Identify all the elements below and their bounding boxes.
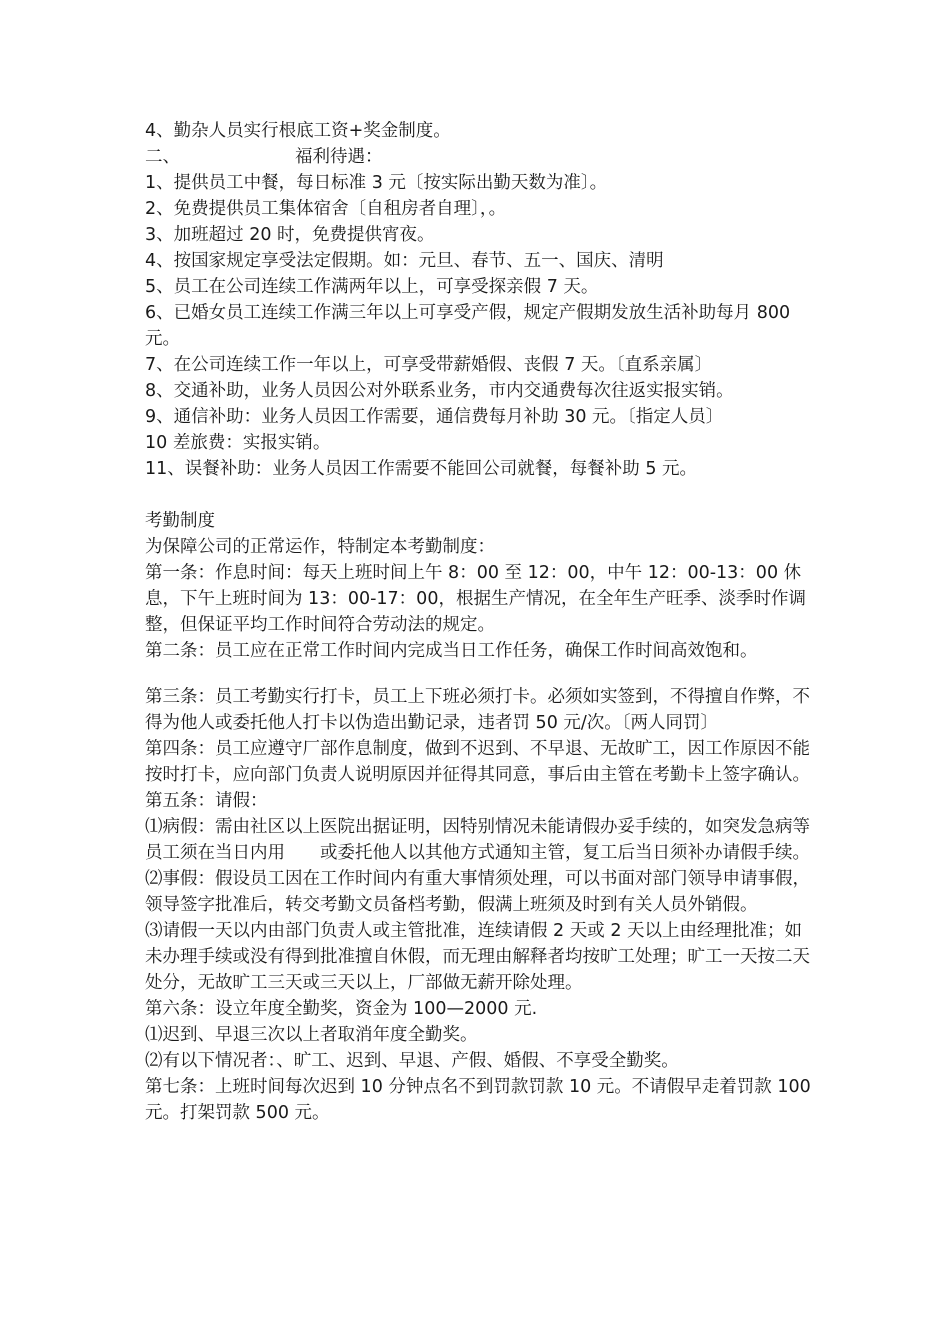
blank-line [145,664,815,684]
benefit-item-4: 4、按国家规定享受法定假期。如：元旦、春节、五一、国庆、清明 [145,251,664,271]
attendance-intro: 为保障公司的正常运作，特制定本考勤制度： [145,537,495,557]
wage-item-4: 4、勤杂人员实行根底工资+奖金制度。 [145,121,451,141]
leave-item-1: ⑴病假：需由社区以上医院出据证明，因特别情况未能请假办妥手续的，如突发急病等员工须在当日内用 或委托他人以其他方式通知主管，复工后当日须补办请假手续。 [145,817,810,863]
section-number: 二、 [145,147,180,167]
article-4: 第四条：员工应遵守厂部作息制度，做到不迟到、不早退、无故旷工，因工作原因不能按时打卡，应向部门负责人说明原因并征得其同意，事后由主管在考勤卡上签字确认。 [145,739,810,785]
leave-item-3: ⑶请假一天以内由部门负责人或主管批准，连续请假 2 天或 2 天以上由经理批准；如未办理手续或没有得到批准擅自休假，而无理由解释者均按旷工处理；旷工一天按二天处分，无故旷工三天或三天以上，厂部做无薪开除处理。 [145,921,810,993]
article-7: 第七条：上班时间每次迟到 10 分钟点名不到罚款罚款 10 元。不请假早走着罚款 100 元。打架罚款 500 元。 [145,1077,811,1123]
benefit-item-1: 1、提供员工中餐，每日标准 3 元〔按实际出勤天数为准〕。 [145,173,608,193]
attendance-title: 考勤制度 [145,511,215,531]
section-heading [145,144,815,170]
benefit-item-5: 5、员工在公司连续工作满两年以上，可享受探亲假 7 天。 [145,277,599,297]
award-item-1: ⑴迟到、早退三次以上者取消年度全勤奖。 [145,1025,478,1045]
blank-line [145,482,815,508]
article-6: 第六条：设立年度全勤奖，资金为 100—2000 元. [145,999,538,1019]
benefit-item-3: 3、加班超过 20 时，免费提供宵夜。 [145,225,435,245]
benefit-item-2: 2、免费提供员工集体宿舍〔自租房者自理〕，。 [145,199,507,219]
article-5: 第五条：请假： [145,791,268,811]
article-1: 第一条：作息时间：每天上班时间上午 8：00 至 12：00，中午 12：00-13：00 休息，下午上班时间为 13：00-17：00，根据生产情况，在全年生产旺季、淡季时作调整，但保证平均工作时间符合劳动法的规定。 [145,563,806,635]
award-item-2: ⑵有以下情况者：、旷工、迟到、早退、产假、婚假、不享受全勤奖。 [145,1051,679,1071]
benefit-item-6: 6、已婚女员工连续工作满三年以上可享受产假，规定产假期发放生活补助每月 800 元。 [145,303,791,349]
benefit-item-11: 11、误餐补助：业务人员因工作需要不能回公司就餐，每餐补助 5 元。 [145,459,698,479]
benefit-item-9: 9、通信补助：业务人员因工作需要，通信费每月补助 30 元。〔指定人员〕 [145,407,724,427]
document-page [145,118,815,1126]
article-3: 第三条：员工考勤实行打卡，员工上下班必须打卡。必须如实签到，不得擅自作弊，不得为他人或委托他人打卡以伪造出勤记录，违者罚 50 元/次。〔两人同罚〕 [145,687,810,733]
leave-item-2: ⑵事假：假设员工因在工作时间内有重大事情须处理，可以书面对部门领导申请事假，领导签字批准后，转交考勤文员备档考勤，假满上班须及时到有关人员外销假。 [145,869,810,915]
section-title: 福利待遇： [295,147,383,167]
benefit-item-7: 7、在公司连续工作一年以上，可享受带薪婚假、丧假 7 天。〔直系亲属〕 [145,355,713,375]
benefit-item-10: 10 差旅费：实报实销。 [145,433,331,453]
article-2: 第二条：员工应在正常工作时间内完成当日工作任务，确保工作时间高效饱和。 [145,641,758,661]
benefit-item-8: 8、交通补助，业务人员因公对外联系业务，市内交通费每次往返实报实销。 [145,381,734,401]
